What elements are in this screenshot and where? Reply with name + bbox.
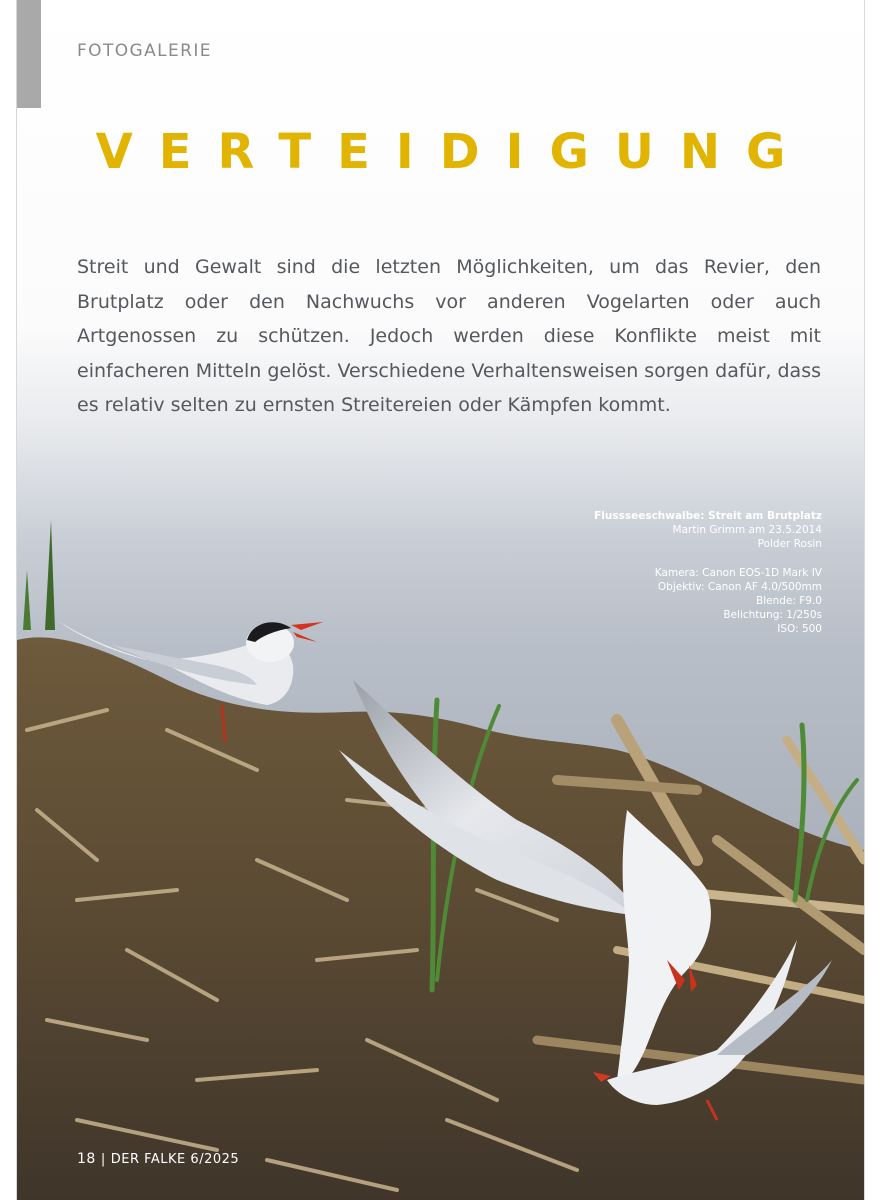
caption-author: Martin Grimm am 23.5.2014: [672, 524, 822, 537]
caption-exposure: Belichtung: 1/250s: [723, 609, 822, 622]
section-label: FOTOGALERIE: [77, 41, 212, 61]
caption-spacer: [594, 552, 822, 566]
reeds-left: [23, 520, 55, 630]
page-number: 18: [77, 1151, 96, 1167]
photo-caption: [594, 509, 822, 637]
caption-lens: Objektiv: Canon AF 4.0/500mm: [657, 580, 822, 593]
magazine-page: [16, 0, 865, 1200]
caption-camera: Kamera: Canon EOS-1D Mark IV: [654, 566, 822, 579]
intro-paragraph: Streit und Gewalt sind die letzten Möglichkeiten, um das Revier, den Brutplatz oder den Nachwuchs vor anderen Vogelarten oder auch Artgenossen zu schützen. Jedoch werden diese Konflikte meist mit einfacheren Mitteln gelöst. Verschiedene Verhaltensweisen sorgen dafür, dass es relativ selten zu ernsten Streitereien oder Kämpfen kommt.: [77, 256, 821, 416]
caption-location: Polder Rosin: [757, 538, 822, 551]
caption-title: Flussseeschwalbe: Streit am Brutplatz: [594, 510, 822, 522]
magazine-name: DER FALKE: [110, 1152, 186, 1167]
issue-number: 6/2025: [190, 1152, 240, 1167]
caption-iso: ISO: 500: [777, 623, 822, 636]
page-title: VERTEIDIGUNG: [95, 124, 812, 180]
caption-aperture: Blende: F9.0: [756, 595, 822, 608]
footer-separator: |: [100, 1152, 106, 1167]
section-accent-bar: [17, 0, 41, 108]
page-footer: [77, 1151, 239, 1167]
nest-mound: [17, 637, 864, 1200]
